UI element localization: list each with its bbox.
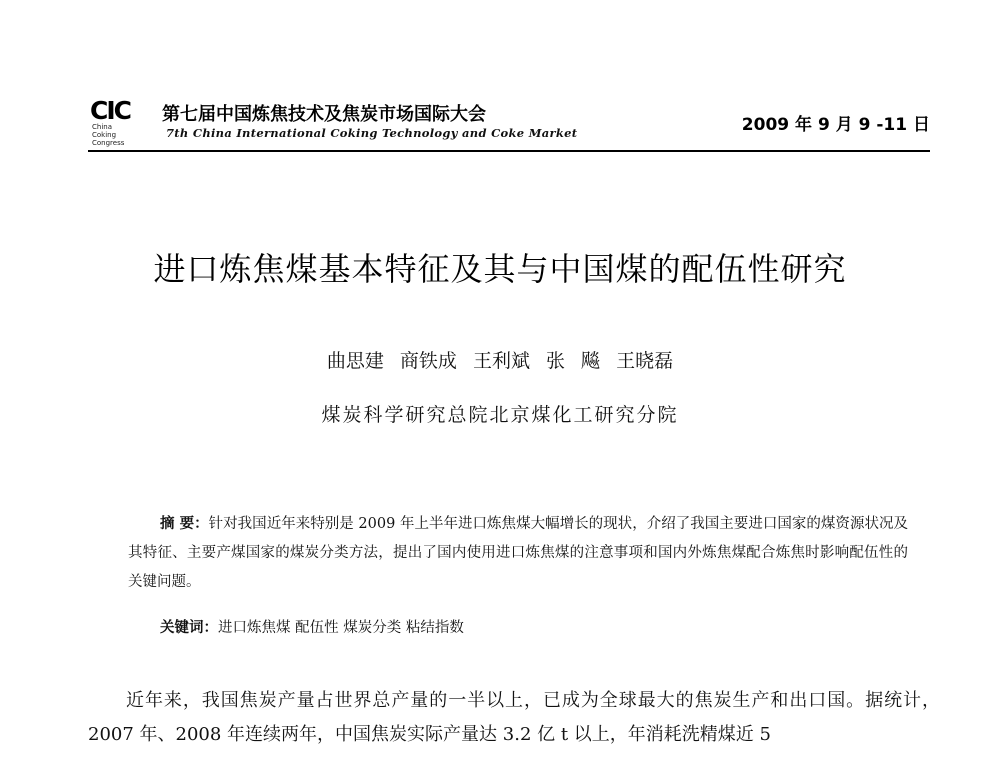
logo-caption-line: Congress: [92, 139, 125, 147]
keywords: [160, 616, 900, 637]
body-paragraph: 近年来，我国焦炭产量占世界总产量的一半以上，已成为全球最大的焦炭生产和出口国。据统计，2007 年、2008 年连续两年，中国焦炭实际产量达 3.2 亿 t 以上，年消耗洗精煤近 5: [88, 690, 940, 745]
paper-authors: 曲思建 商铁成 王利斌 张 飚 王晓磊: [326, 350, 674, 372]
logo-caption: [92, 123, 152, 147]
conference-logo: [90, 98, 152, 148]
conference-date: 2009 年 9 月 9 -11 日: [741, 115, 930, 135]
paper-affiliation: 煤炭科学研究总院北京煤化工研究分院: [321, 404, 679, 426]
logo-mark: CIC: [90, 96, 130, 125]
paper-title: 进口炼焦煤基本特征及其与中国煤的配伍性研究: [153, 250, 847, 288]
header-divider: [88, 150, 930, 152]
keywords-text: 进口炼焦煤 配伍性 煤炭分类 粘结指数: [218, 620, 464, 636]
conference-name-cn: 第七届中国炼焦技术及焦炭市场国际大会: [162, 104, 486, 125]
logo-caption-line: Coking: [92, 131, 117, 139]
conference-name-en: 7th China International Coking Technology and Coke Market: [166, 126, 578, 140]
abstract-text: 针对我国近年来特别是 2009 年上半年进口炼焦煤大幅增长的现状，介绍了我国主要进口国家的煤资源状况及其特征、主要产煤国家的煤炭分类方法，提出了国内使用进口炼焦煤的注意事项和国内外炼焦煤配合炼焦时影响配伍性的关键问题。: [128, 516, 908, 590]
keywords-label: 关键词：: [160, 620, 218, 636]
logo-caption-line: China: [92, 123, 112, 131]
abstract-label: 摘 要：: [160, 516, 209, 532]
abstract: [128, 510, 908, 597]
